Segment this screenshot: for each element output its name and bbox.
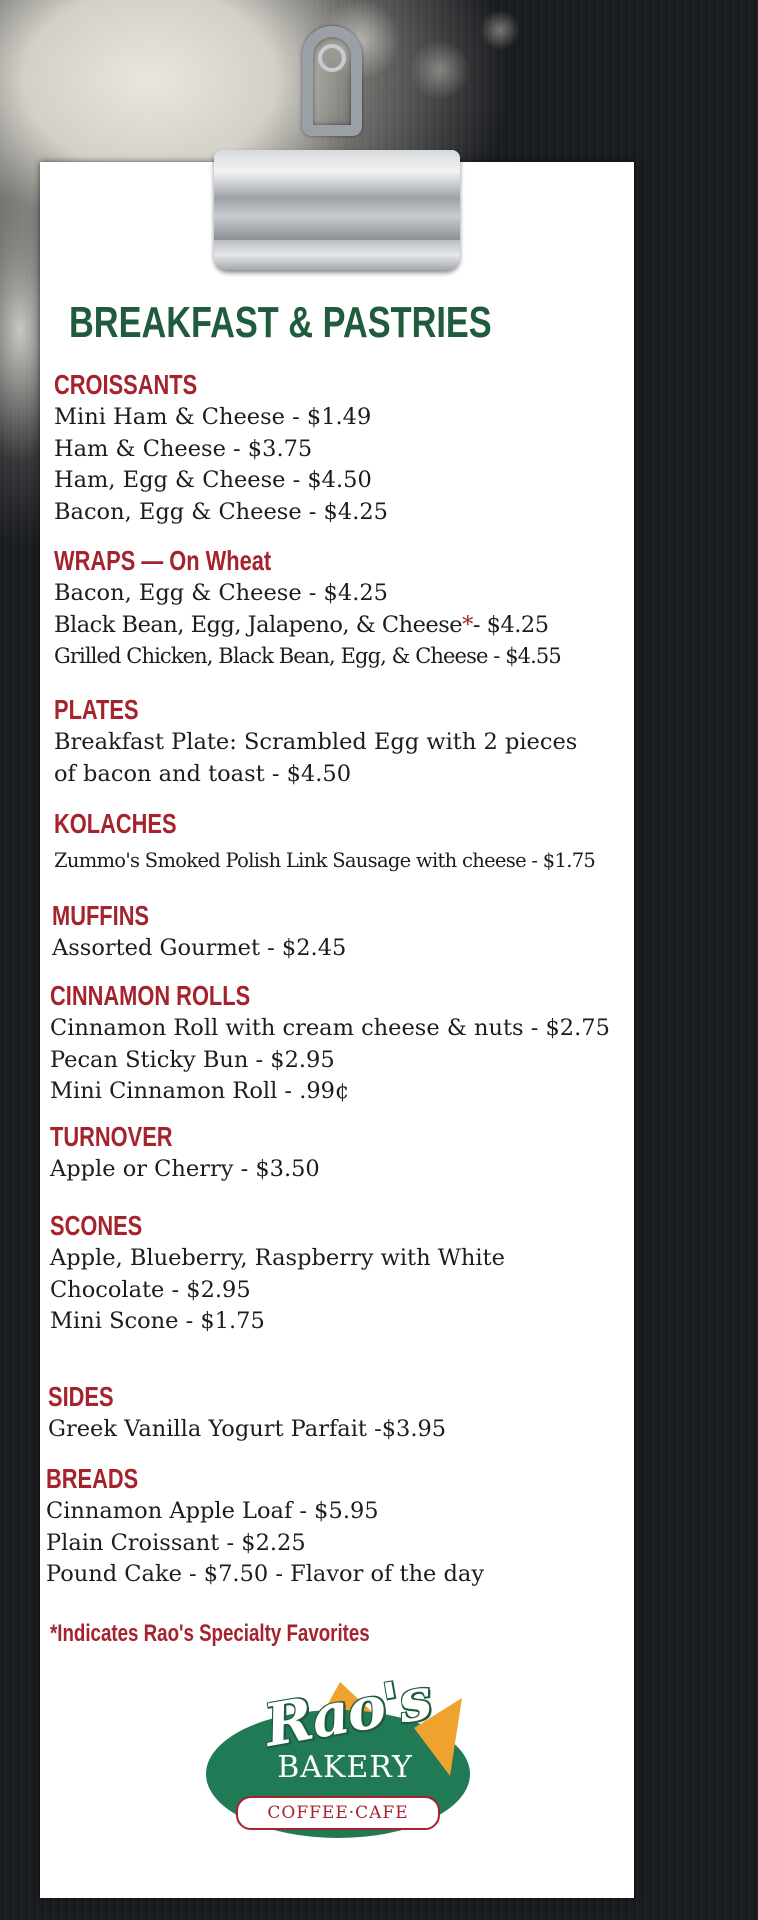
section-heading: SIDES	[48, 1381, 114, 1412]
menu-item: Cinnamon Roll with cream cheese & nuts - $2.75	[50, 1015, 610, 1041]
logo-bakery-text: BAKERY	[277, 1750, 413, 1785]
menu-item: Assorted Gourmet - $2.45	[52, 935, 347, 961]
menu-item: Bacon, Egg & Cheese - $4.25	[54, 580, 388, 606]
specialty-footnote: *Indicates Rao's Specialty Favorites	[50, 1620, 370, 1647]
specialty-mark: *	[462, 611, 473, 638]
section-heading: KOLACHES	[54, 808, 177, 839]
menu-item: Mini Cinnamon Roll - .99¢	[50, 1078, 350, 1104]
section-muffins	[52, 899, 646, 965]
section-heading: PLATES	[54, 694, 139, 725]
section-plates	[54, 693, 648, 790]
menu-item: Plain Croissant - $2.25	[46, 1529, 306, 1556]
section-turnover	[50, 1120, 644, 1186]
background-speckle	[300, 0, 560, 140]
menu-item: Greek Vanilla Yogurt Parfait -$3.95	[48, 1416, 447, 1442]
section-wraps	[54, 544, 648, 673]
section-heading: MUFFINS	[52, 900, 150, 931]
menu-item: Pecan Sticky Bun - $2.95	[50, 1046, 335, 1073]
menu-item: Zummo's Smoked Polish Link Sausage with cheese - $1.75	[54, 849, 596, 872]
menu-title: BREAKFAST & PASTRIES	[69, 298, 492, 347]
menu-item: Apple, Blueberry, Raspberry with White Chocolate - $2.95	[50, 1245, 505, 1303]
section-cinnamon-rolls	[50, 979, 644, 1108]
menu-item: Bacon, Egg & Cheese - $4.25	[54, 498, 388, 525]
logo-cafe-text: COFFEE·CAFE	[236, 1796, 440, 1830]
section-scones	[50, 1209, 644, 1338]
menu-item: Apple or Cherry - $3.50	[50, 1156, 320, 1182]
raos-bakery-logo	[200, 1664, 480, 1846]
menu-item: Mini Scone - $1.75	[50, 1308, 265, 1334]
menu-item: Mini Ham & Cheese - $1.49	[54, 404, 372, 430]
menu-item: Ham, Egg & Cheese - $4.50	[54, 467, 372, 493]
section-heading: SCONES	[50, 1210, 143, 1241]
menu-item	[54, 610, 648, 642]
section-heading: BREADS	[46, 1463, 139, 1494]
section-heading: CROISSANTS	[54, 369, 198, 400]
menu-item-text: Black Bean, Egg, Jalapeno, & Cheese	[54, 611, 463, 638]
menu-item: Breakfast Plate: Scrambled Egg with 2 pieces of bacon and toast - $4.50	[54, 729, 578, 787]
section-breads	[46, 1462, 640, 1591]
menu-item-price: - $4.25	[472, 611, 549, 638]
menu-item: Ham & Cheese - $3.75	[54, 435, 313, 462]
section-heading: WRAPS — On Wheat	[54, 545, 272, 576]
menu-item: Grilled Chicken, Black Bean, Egg, & Cheese - $4.55	[54, 644, 561, 668]
menu-item: Cinnamon Apple Loaf - $5.95	[46, 1498, 379, 1524]
section-sides	[48, 1380, 642, 1446]
section-croissants	[54, 368, 648, 528]
menu-item: Pound Cake - $7.50 - Flavor of the day	[46, 1561, 485, 1587]
section-heading: CINNAMON ROLLS	[50, 980, 251, 1011]
logo-script-text: Rao's	[259, 1664, 435, 1760]
section-kolaches	[54, 807, 648, 877]
section-heading: TURNOVER	[50, 1121, 173, 1152]
